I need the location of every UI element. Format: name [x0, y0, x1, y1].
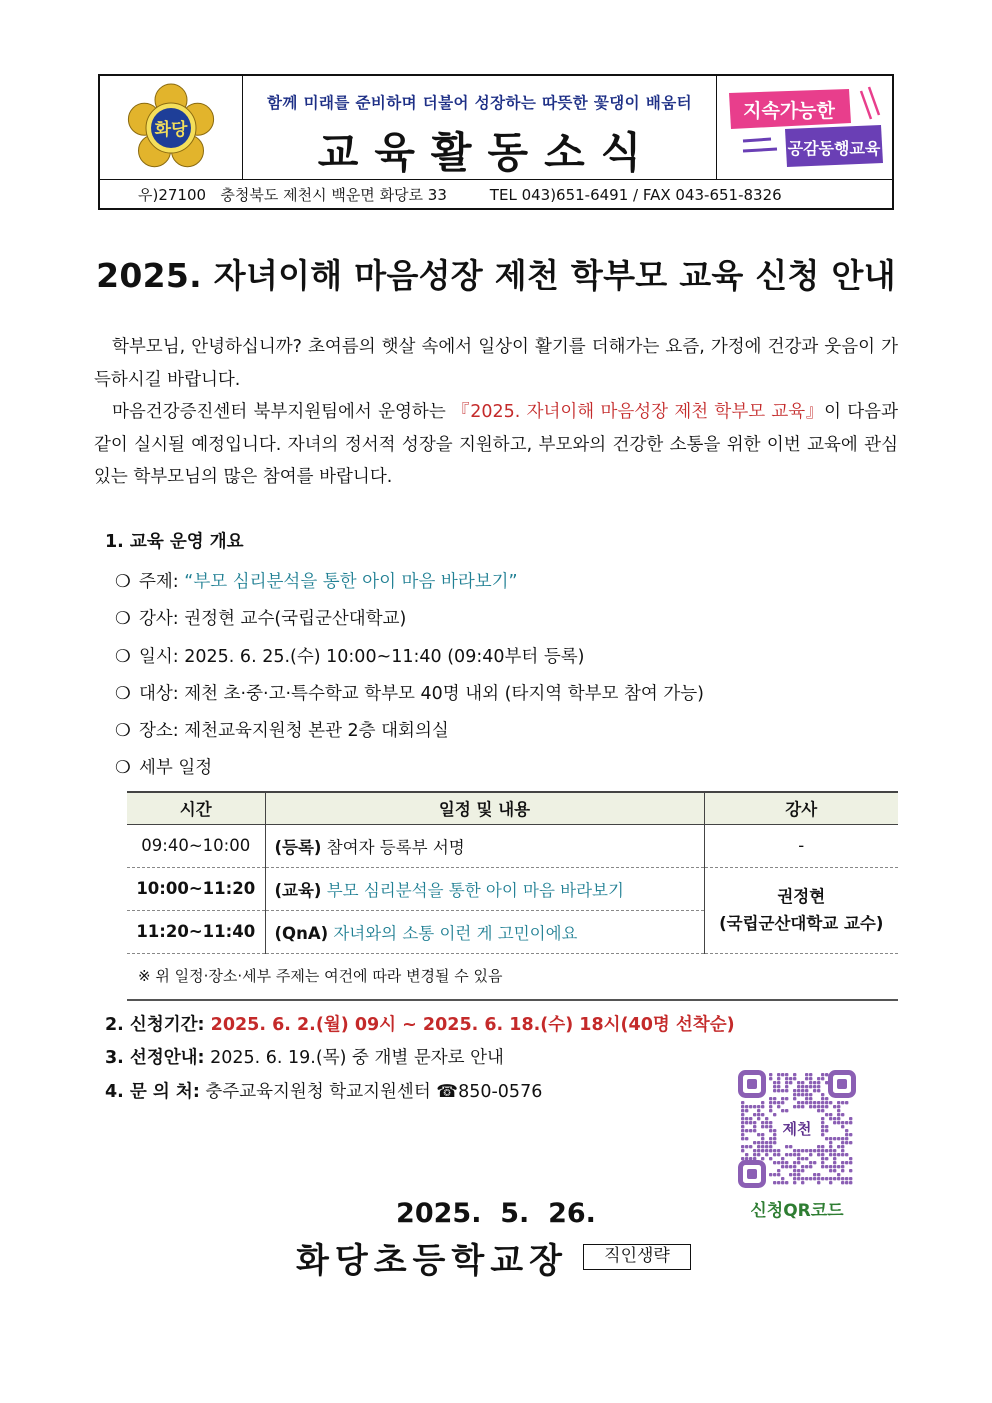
- topic-label: 주제:: [139, 572, 185, 592]
- issue-date: 2025. 5. 26.: [396, 1198, 596, 1229]
- section-3-value: 2025. 6. 19.(목) 중 개별 문자로 안내: [204, 1048, 504, 1068]
- section-1-heading: 1. 교육 운영 개요: [105, 532, 244, 552]
- school-emblem-icon: [125, 82, 217, 174]
- newsletter-title: 교육활동소식: [317, 128, 658, 177]
- row-text: 참여자 등록부 서명: [321, 837, 465, 857]
- row-text: 부모 심리분석을 통한 아이 마음 바라보기: [321, 880, 624, 900]
- row-content: [265, 910, 704, 953]
- badge-line1: 지속가능한: [742, 100, 835, 122]
- school-slogan: 함께 미래를 준비하며 더불어 성장하는 따뜻한 꽃댕이 배움터: [267, 94, 692, 112]
- divider: [127, 999, 898, 1001]
- letterhead-top: [100, 76, 892, 180]
- header-lecturer: 강사: [704, 792, 898, 824]
- bullet-datetime: [115, 643, 585, 668]
- lecturer-text: 강사: 권정현 교수(국립군산대학교): [139, 609, 407, 629]
- signer: 화당초등학교장: [296, 1241, 568, 1281]
- schedule-table: [127, 791, 898, 954]
- section-4-value: 충주교육지원청 학교지원센터 ☎850-0576: [199, 1082, 543, 1102]
- badge-line2: 공감동행교육: [787, 139, 880, 158]
- section-3-label: 3. 선정안내:: [105, 1048, 205, 1068]
- bullet-target: [115, 680, 704, 705]
- row-content: [265, 824, 704, 867]
- letterhead-center: [243, 76, 717, 180]
- row-tag: (QnA): [274, 923, 329, 943]
- row-lecturer-merged: [704, 867, 898, 953]
- row-time: 10:00~11:20: [127, 867, 265, 910]
- row-text: 자녀와의 소통 이런 게 고민이에요: [328, 923, 578, 943]
- school-emblem: [100, 76, 243, 180]
- target-text: 대상: 제천 초·중·고·특수학교 학부모 40명 내외 (타지역 학부모 참여 가능): [139, 684, 705, 704]
- row-content: [265, 867, 704, 910]
- schedule-note: ※ 위 일정·장소·세부 주제는 여건에 따라 변경될 수 있음: [138, 967, 503, 985]
- section-2-value: 2025. 6. 2.(월) 09시 ~ 2025. 6. 18.(수) 18시(40명 선착순): [204, 1015, 735, 1035]
- header-time: 시간: [127, 792, 265, 824]
- bullet-topic: [115, 568, 518, 593]
- bullet-lecturer: [115, 605, 406, 630]
- section-2-label: 2. 신청기간:: [105, 1015, 205, 1035]
- document-title: 2025. 자녀이해 마음성장 제천 학부모 교육 신청 안내: [96, 256, 896, 295]
- bullet-circle-icon: ❍: [115, 758, 131, 778]
- school-address: 우)27100 충청북도 제천시 백운면 화당로 33 TEL 043)651-6491 / FAX 043-651-8326: [138, 186, 782, 204]
- table-row: [127, 824, 898, 867]
- bullet-circle-icon: ❍: [115, 609, 131, 629]
- qr-center-text: 제천: [782, 1120, 812, 1138]
- topic-value: “부모 심리분석을 통한 아이 마음 바라보기”: [184, 572, 518, 592]
- seal-omitted-box: 직인생략: [583, 1244, 691, 1270]
- header-content: 일정 및 내용: [265, 792, 704, 824]
- qr-code-icon[interactable]: [736, 1068, 858, 1190]
- row-lecturer: -: [704, 824, 898, 867]
- qr-label: 신청QR코드: [750, 1201, 844, 1221]
- policy-badge: [717, 76, 892, 180]
- row-time: 09:40~10:00: [127, 824, 265, 867]
- section-3-selection: [105, 1044, 504, 1069]
- table-header-row: [127, 792, 898, 824]
- lecturer-name: 권정현: [777, 887, 826, 906]
- intro-paragraph-1: [94, 331, 898, 396]
- lecturer-affiliation: (국립군산대학교 교수): [719, 914, 884, 933]
- bullet-circle-icon: ❍: [115, 647, 131, 667]
- emblem-text: 화당: [154, 120, 188, 140]
- section-2-period: [105, 1011, 735, 1036]
- bullet-schedule: [115, 754, 212, 779]
- place-text: 장소: 제천교육지원청 본관 2층 대회의실: [139, 721, 449, 741]
- row-tag: (교육): [274, 880, 322, 900]
- bullet-circle-icon: ❍: [115, 684, 131, 704]
- intro-p2-pre: 마음건강증진센터 북부지원팀에서 운영하는: [112, 402, 452, 422]
- letterhead: [98, 74, 894, 210]
- intro-p2-post: 이 다음과 같이 실시될 예정입니다. 자녀의 정서적 성장을 지원하고, 부모와의 건강한 소통을 위한 이번 교육에 관심 있는 학부모님의 많은 참여를 바랍니다.: [94, 402, 898, 487]
- bullet-place: [115, 717, 449, 742]
- section-4-label: 4. 문 의 처:: [105, 1082, 200, 1102]
- datetime-text: 일시: 2025. 6. 25.(수) 10:00~11:40 (09:40부터 등록): [139, 647, 585, 667]
- policy-badge-icon: [721, 85, 889, 171]
- table-row: [127, 867, 898, 910]
- bullet-circle-icon: ❍: [115, 572, 131, 592]
- section-4-contact: [105, 1078, 542, 1103]
- row-tag: (등록): [274, 837, 322, 857]
- bullet-circle-icon: ❍: [115, 721, 131, 741]
- schedule-label: 세부 일정: [139, 758, 213, 778]
- program-name: 『2025. 자녀이해 마음성장 제천 학부모 교육』: [452, 402, 825, 422]
- row-time: 11:20~11:40: [127, 910, 265, 953]
- intro-p1-text: 학부모님, 안녕하십니까? 초여름의 햇살 속에서 일상이 활기를 더해가는 요즘, 가정에 건강과 웃음이 가득하시길 바랍니다.: [94, 337, 898, 390]
- intro-paragraph-2: [94, 396, 898, 494]
